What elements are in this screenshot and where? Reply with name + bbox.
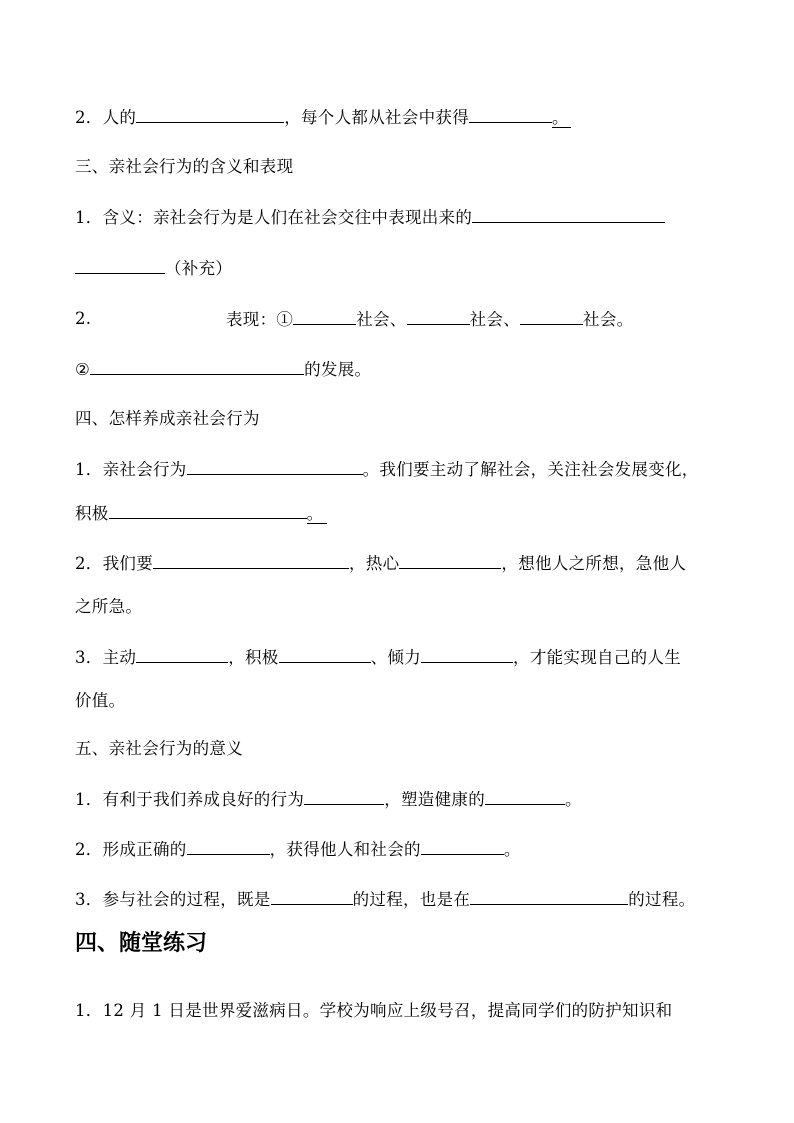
fill-blank[interactable] [187, 838, 270, 855]
blank-line-10: 2．我们要 ，热心 ，想他人之所想，急他人 [75, 554, 687, 573]
fill-blank[interactable] [187, 458, 363, 475]
fill-blank[interactable] [153, 552, 349, 569]
blank-line-11: 之所急。 [75, 597, 143, 616]
fill-blank[interactable] [279, 646, 371, 663]
blank-line-9: 积极 。 [75, 502, 327, 525]
blank-line-1: 2．人的 ，每个人都从社会中获得 。 [75, 108, 569, 127]
blank-line-5-number: 2. [75, 309, 92, 328]
fill-blank[interactable] [293, 308, 356, 325]
fill-blank[interactable] [421, 838, 504, 855]
fill-blank[interactable] [304, 788, 384, 805]
fill-blank[interactable] [75, 257, 165, 274]
fill-blank[interactable] [136, 106, 284, 123]
fill-blank[interactable] [421, 646, 513, 663]
fill-blank[interactable] [472, 206, 665, 223]
fill-blank[interactable] [470, 888, 628, 905]
blank-line-12: 3．主动 ，积极 、倾力 ，才能实现自己的人生 [75, 648, 682, 667]
blank-line-16: 2．形成正确的 ，获得他人和社会的 。 [75, 840, 521, 859]
fill-blank[interactable] [271, 888, 353, 905]
fill-blank[interactable] [520, 308, 583, 325]
blank-line-3: 1．含义：亲社会行为是人们在社会交往中表现出来的 [75, 206, 665, 229]
blank-line-17: 3．参与社会的过程，既是 的过程，也是在 的过程。 [75, 890, 696, 909]
blank-line-13: 价值。 [75, 691, 126, 710]
section-heading-3: 三、亲社会行为的含义和表现 [75, 157, 294, 176]
blank-line-8: 1．亲社会行为 。我们要主动了解社会，关注社会发展变化， [75, 460, 699, 479]
fill-blank[interactable] [90, 358, 304, 375]
fill-blank[interactable] [407, 308, 470, 325]
fill-blank[interactable] [399, 552, 501, 569]
fill-blank[interactable] [136, 646, 228, 663]
blank-line-6: ② 的发展。 [75, 360, 372, 379]
section-heading-5: 五、亲社会行为的意义 [75, 739, 243, 758]
fill-blank[interactable] [469, 106, 552, 123]
blank-line-15: 1．有利于我们养成良好的行为 ，塑造健康的 。 [75, 790, 582, 809]
fill-blank[interactable] [109, 502, 307, 519]
section-heading-4: 四、怎样养成亲社会行为 [75, 409, 260, 428]
blank-line-5: 表现：① 社会、 社会、 社会。 [226, 310, 634, 329]
fill-blank[interactable] [485, 788, 565, 805]
blank-line-4: （补充） [75, 257, 232, 280]
exercise-heading: 四、随堂练习 [75, 931, 208, 956]
question-line-1: 1．12 月 1 日是世界爱滋病日。学校为响应上级号召，提高同学们的防护知识和 [75, 1001, 673, 1020]
